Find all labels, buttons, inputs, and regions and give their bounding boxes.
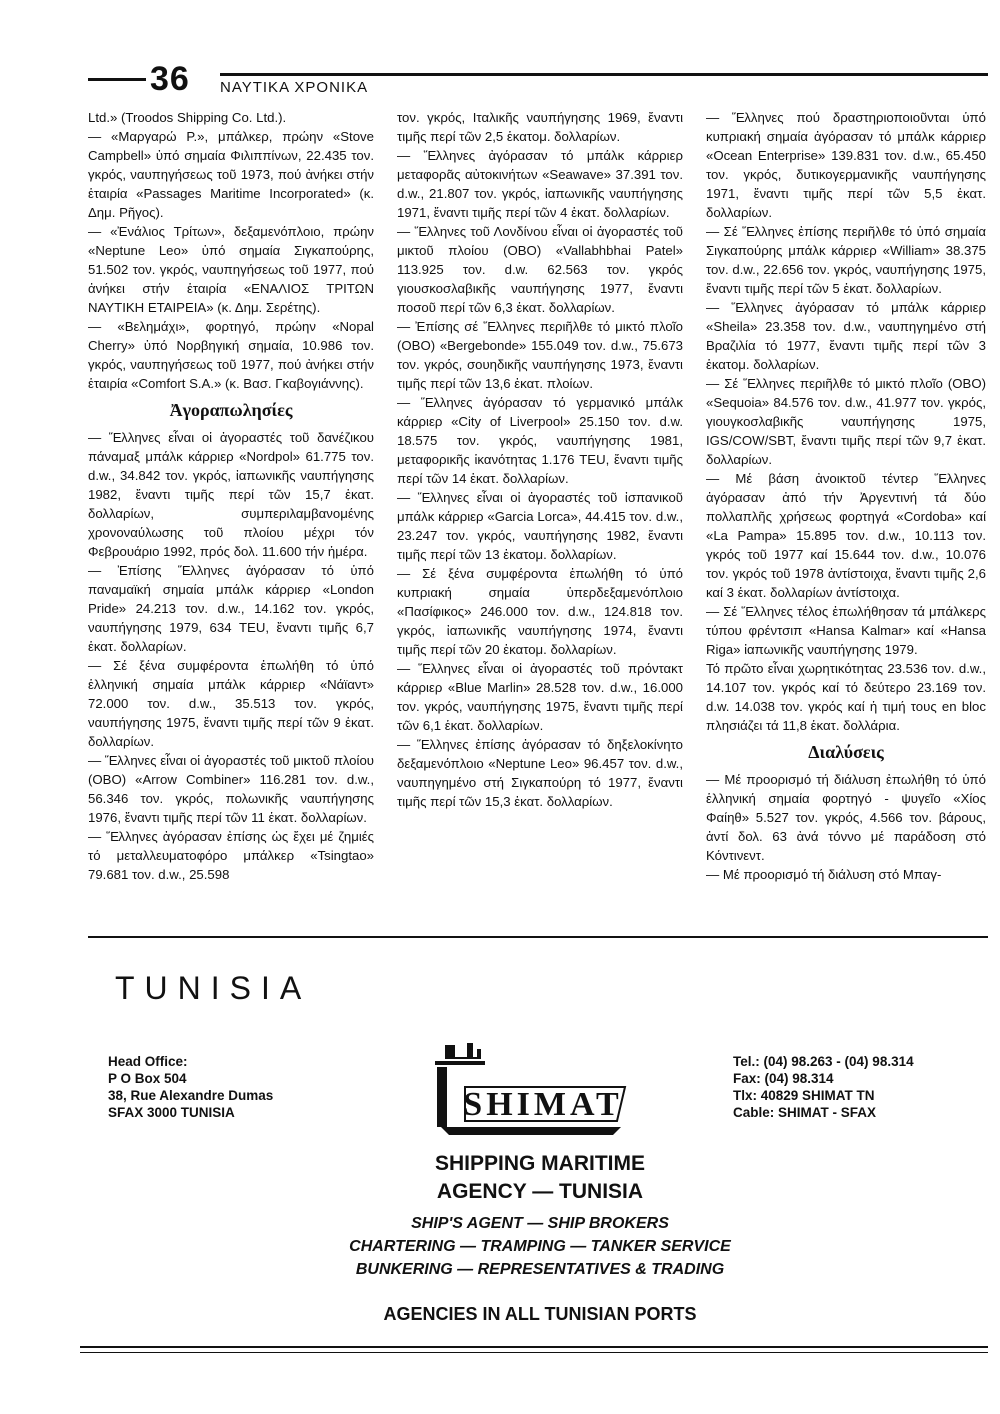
ad-company-line: AGENCY — TUNISIA [436, 1180, 644, 1203]
ad-address-line: P O Box 504 [108, 1071, 187, 1086]
paragraph: τον. γκρός, Ιταλικῆς ναυπήγησης 1969, ἔναντι τιμῆς περί τῶν 2,5 ἑκατομ. δολλαρίων. [397, 110, 683, 144]
paragraph: — Ἕλληνες ἀγόρασαν τό μπάλκ κάρριερ «Sheila» 23.358 τον. d.w., ναυπηγημένο στή Βραζιλία τό 1977, ἔναντι τιμῆς περί τῶν 3 ἑκατομ. δολλαρίων. [706, 300, 986, 372]
ad-services [200, 1212, 880, 1281]
page-number: 36 [150, 60, 190, 98]
paragraph: — Ἕλληνες εἶναι οἱ ἀγοραστές τοῦ πρόντακτ κάρριερ «Blue Marlin» 28.528 τον. d.w., 16.000 τον. γκρός, ναυπήγησης 1975, ἔναντι τιμῆς περί τῶν 6,1 ἑκατ. δολλαρίων. [397, 661, 683, 733]
paragraph: Τό πρῶτο εἶναι χωρητικότητας 23.536 τον. d.w., 14.107 τον. γκρός καί τό δεύτερο 23.169 τον. d.w. 14.038 τον. γκρός καί ἡ τιμή τους en bloc πλησιάζει τά 11,8 ἑκατ. δολλάρια. [706, 661, 986, 733]
paragraph: — Μέ προορισμό τή διάλυση στό Μπαγ- [706, 867, 942, 882]
paragraph: — «Βελημάχι», φορτηγό, πρώην «Nopal Cherry» ὑπό Νορβηγική σημαία, 10.986 τον. γκρός, ναυπηγήσεως τοῦ 1977, πού ἀνήκει στήν ἑταιρία «Comfort S.A.» (κ. Βασ. Γκαβογιάννης). [88, 319, 374, 391]
paragraph: — Ἐπίσης σέ Ἕλληνες περιῆλθε τό μικτό πλοῖο (OBO) «Bergebonde» 155.049 τον. d.w., 75.673 τον. γκρός, σουηδικῆς ναυπήγησης 1973, ἔναντι τιμῆς περί τῶν 13,6 ἑκατ. πλοίων. [397, 319, 683, 391]
paragraph: — Ἕλληνες ἀγόρασαν τό μπάλκ κάρριερ μεταφορᾶς αὐτοκινήτων «Seawave» 37.391 τον. d.w., 21.807 τον. γκρός, ἰαπωνικῆς ναυπήγησης 1971, ἔναντι τιμῆς περί τῶν 4 ἑκατ. δολλαρίων. [397, 148, 683, 220]
ad-company-line: SHIPPING MARITIME [434, 1152, 645, 1175]
ad-address-line: Head Office: [108, 1054, 188, 1069]
ad-service-line: SHIP'S AGENT — SHIP BROKERS [411, 1215, 669, 1232]
section-heading-demolitions: Διαλύσεις [808, 742, 884, 762]
header-rule-right [220, 73, 988, 76]
article-column-2 [397, 108, 683, 811]
bottom-rule-thin [80, 1352, 988, 1353]
ad-contact-line: Tlx: 40829 SHIMAT TN [733, 1088, 875, 1103]
paragraph: — Ἕλληνες εἶναι οἱ ἀγοραστές τοῦ δανέζικου πάναμαξ μπάλκ κάρριερ «Nordpol» 61.775 τον. d.w., 34.842 τον. γκρός, ἰαπωνικῆς ναυπήγησης 1982, ἔναντι τιμῆς περί τῶν 15,7 ἑκατ. δολλαρίων, συμπεριλαμβανομένης χρονοναύλωσης τοῦ πλοίου μέχρι τόν Φεβρουάριο 1992, πρός δολ. 11.600 τήν ἡμέρα. [88, 430, 374, 559]
paragraph: — Σέ ξένα συμφέροντα ἐπωλήθη τό ὑπό ἑλληνική σημαία μπάλκ κάρριερ «Νάϊαντ» 72.000 τον. d.w., 35.513 τον. γκρός, ναυπήγησης 1975, ἔναντι τιμῆς περί τῶν 9 ἑκατ. δολλαρίων. [88, 658, 374, 749]
ad-address-line: SFAX 3000 TUNISIA [108, 1105, 235, 1120]
page-header [88, 62, 988, 102]
paragraph: — Ἕλληνες τοῦ Λονδίνου εἶναι οἱ ἀγοραστές τοῦ μικτοῦ πλοίου (OBO) «Vallabhbhai Patel» 113.925 τον. d.w. 62.563 τον. γκρός γιουσκοσλαβικῆς ναυπήγησης 1977, ἔναντι ποσοῦ περί τῶν 6,3 ἑκατ. δολλαρίων. [397, 224, 683, 315]
paragraph: — «Μαργαρώ Ρ.», μπάλκερ, πρώην «Stove Campbell» ὑπό σημαία Φιλιππίνων, 22.435 τον. γκρός, ναυπηγήσεως τοῦ 1973, πού ἀνήκει στήν ἑταιρία «Passages Maritime Incorporated» (κ. Δημ. Ρῆγος). [88, 129, 374, 220]
ad-contact-info [733, 1053, 914, 1121]
article-column-1 [88, 108, 374, 884]
ad-service-line: CHARTERING — TRAMPING — TANKER SERVICE [349, 1238, 731, 1255]
paragraph: — Ἕλληνες πού δραστηριοποιοῦνται ὑπό κυπριακή σημαία ἀγόρασαν τό μπάλκ κάρριερ «Ocean Enterprise» 139.831 τον. d.w., 65.450 τον. γκρός, δυτικογερμανικῆς ναυπήγησης 1971, ἔναντι τιμῆς περί τῶν 5,5 ἑκατ. δολλαρίων. [706, 110, 986, 220]
section-divider [88, 936, 988, 938]
paragraph: — Σέ Ἕλληνες τέλος ἐπωλήθησαν τά μπάλκερς τύπου φρέντσιπ «Hansa Kalmar» καί «Hansa Riga» ἰαπωνικῆς ναυπήγησης 1979. [706, 604, 986, 657]
paragraph: — Σέ Ἕλληνες ἐπίσης περιῆλθε τό ὑπό σημαία Σιγκαπούρης μπάλκ κάρριερ «William» 38.375 τον. d.w., 22.656 τον. γκρός, ναυπήγησης 1975, ἔναντι τιμῆς περί τῶν 5 ἑκατ. δολλαρίων. [706, 224, 986, 296]
article-column-3 [706, 108, 986, 884]
ad-service-line: BUNKERING — REPRESENTATIVES & TRADING [355, 1261, 725, 1278]
section-heading-sales: Ἀγοραπωλησίες [169, 400, 293, 420]
paragraph: — Σέ Ἕλληνες περιῆλθε τό μικτό πλοῖο (OBO) «Sequoia» 84.576 τον. d.w., 41.977 τον. γκρός, γιουγκοσλαβικῆς ναυπήγησης 1975, IGS/COW/SBT, ἔναντι τιμῆς περί τῶν 9,7 ἑκατ. δολλαρίων. [706, 376, 986, 467]
paragraph: — Ἕλληνες ἀγόρασαν τό γερμανικό μπάλκ κάρριερ «City of Liverpool» 25.150 τον. d.w. 18.575 τον. γκρός, ναυπήγησης 1981, μεταφορικῆς ἱκανότητας 1.176 TEU, ἔναντι τιμῆς περί τῶν 14 ἑκατ. δολλαρίων. [397, 395, 683, 486]
ad-contact-line: Cable: SHIMAT - SFAX [733, 1105, 877, 1120]
ad-country-title: TUNISIA [115, 970, 312, 1006]
paragraph: — Ἕλληνες εἶναι οἱ ἀγοραστές τοῦ ἰσπανικοῦ μπάλκ κάρριερ «Garcia Lorca», 44.415 τον. d.w., 23.247 τον. γκρός, ναυπήγησης 1982, ἔναντι τιμῆς περί τῶν 13 ἑκατομ. δολλαρίων. [397, 490, 683, 562]
paragraph: — Μέ βάση ἀνοικτοῦ τέντερ Ἕλληνες ἀγόρασαν ἀπό τήν Ἀργεντινή τά δύο πολλαπλῆς χρήσεως φορτηγά «Cordoba» καί «La Pampa» 15.895 τον. d.w., 10.113 τον. γκρός τοῦ 1977 καί 15.644 τον. d.w., 10.076 τον. γκρός τοῦ 1978 ἀντίστοιχα, ἔναντι τιμῆς 2,6 καί 3 ἑκατ. δολλαρίων ἀντίστοιχα. [706, 471, 986, 600]
paragraph: — Ἕλληνες ἀγόρασαν ἐπίσης ὡς ἔχει μέ ζημιές τό μεταλλευματοφόρο μπάλκερ «Tsingtao» 79.681 τον. d.w., 25.598 [88, 829, 374, 882]
paragraph: — Μέ προορισμό τή διάλυση ἐπωλήθη τό ὑπό ἑλληνική σημαία φορτηγό - ψυγεῖο «Χίος Φαίηθ» 5.527 τον. γκρός, 4.566 τον. βάρους, ἀντί δολ. 63 ἀνά τόννο μέ παράδοση στό Κόντινεντ. [706, 772, 986, 863]
paragraph: Ltd.» (Troodos Shipping Co. Ltd.). [88, 110, 287, 125]
ad-tagline: AGENCIES IN ALL TUNISIAN PORTS [383, 1304, 697, 1324]
shimat-logo [425, 1035, 635, 1135]
ad-contact-line: Fax: (04) 98.314 [733, 1071, 834, 1086]
ad-contact-line: Tel.: (04) 98.263 - (04) 98.314 [733, 1054, 914, 1069]
header-rule-left [88, 78, 146, 81]
logo-text: SHIMAT [463, 1086, 623, 1123]
ad-address-line: 38, Rue Alexandre Dumas [108, 1088, 274, 1103]
publication-title: ΝΑΥΤΙΚΑ ΧΡΟΝΙΚΑ [220, 79, 369, 96]
ad-head-office [108, 1053, 273, 1121]
paragraph: — «Ἐνάλιος Τρίτων», δεξαμενόπλοιο, πρώην «Neptune Leo» ὑπό σημαία Σιγκαπούρης, 51.502 τον. γκρός, ναυπηγήσεως τοῦ 1977, πού ἀνήκει στήν ἑταιρία «ΕΝΑΛΙΟΣ ΤΡΙΤΩΝ ΝΑΥΤΙΚΗ ΕΤΑΙΡΕΙΑ» (κ. Δημ. Σερέτης). [88, 224, 374, 315]
bottom-rule [80, 1346, 988, 1348]
paragraph: — Ἕλληνες ἐπίσης ἀγόρασαν τό δηξελοκίνητο δεξαμενόπλοιο «Neptune Leo» 96.457 τον. d.w., ναυπηγημένο στή Σιγκαπούρη τό 1977, ἔναντι τιμῆς περί τῶν 15,3 ἑκατ. δολλαρίων. [397, 737, 683, 809]
paragraph: — Ἕλληνες εἶναι οἱ ἀγοραστές τοῦ μικτοῦ πλοίου (OBO) «Arrow Combiner» 116.281 τον. d.w., 56.346 τον. γκρός, πολωνικῆς ναυπήγησης 1976, ἔναντι τιμῆς περί τῶν 11 ἑκατ. δολλαρίων. [88, 753, 374, 825]
paragraph: — Ἐπίσης Ἕλληνες ἀγόρασαν τό ὑπό παναμαϊκή σημαία μπάλκ κάρριερ «London Pride» 24.213 τον. d.w., 14.162 τον. γκρός, ναυπήγησης 1979, 634 TEU, ἔναντι τιμῆς 6,7 ἑκατ. δολλαρίων. [88, 563, 374, 654]
paragraph: — Σέ ξένα συμφέροντα ἐπωλήθη τό ὑπό κυπριακή σημαία ὑπερδεξαμενόπλοιο «Πασίφικος» 246.000 τον. d.w., 124.818 τον. γκρός, ἰαπωνικῆς ναυπήγησης 1974, ἔναντι τιμῆς περί τῶν 20 ἑκατομ. δολλαρίων. [397, 566, 683, 657]
ad-company-name [200, 1150, 880, 1206]
